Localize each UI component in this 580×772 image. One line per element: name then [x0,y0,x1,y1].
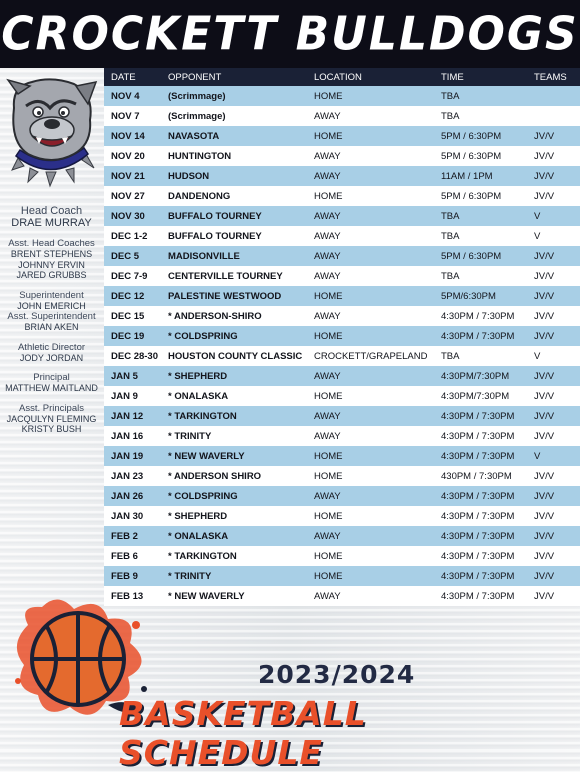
cell-teams: JV/V [534,510,555,522]
table-row [104,446,580,466]
staff-names: MATTHEW MAITLAND [5,383,98,393]
cell-time: TBA [441,210,460,222]
cell-teams: JV/V [534,470,555,482]
cell-opponent: * TRINITY [168,570,212,582]
cell-opponent: * SHEPHERD [168,510,228,522]
cell-location: HOME [314,470,343,482]
cell-time: TBA [441,270,460,282]
cell-location: CROCKETT/GRAPELAND [314,350,428,362]
bulldog-mascot-icon [4,72,100,187]
cell-teams: JV/V [534,170,555,182]
cell-teams: V [534,350,541,362]
cell-date: NOV 27 [111,190,145,202]
cell-date: JAN 9 [111,390,138,402]
cell-time: 4:30PM/7:30PM [441,370,510,382]
cell-date: JAN 16 [111,430,144,442]
cell-date: DEC 15 [111,310,145,322]
cell-location: AWAY [314,530,341,542]
cell-time: 5PM / 6:30PM [441,150,502,162]
cell-location: HOME [314,330,343,342]
cell-location: AWAY [314,410,341,422]
schedule-table [104,68,580,606]
table-row [104,326,580,346]
table-row [104,86,580,106]
cell-date: JAN 19 [111,450,144,462]
cell-teams: JV/V [534,190,555,202]
cell-location: HOME [314,510,343,522]
table-row [104,506,580,526]
cell-location: AWAY [314,150,341,162]
cell-opponent: HUDSON [168,170,210,182]
cell-location: HOME [314,190,343,202]
cell-location: HOME [314,450,343,462]
cell-opponent: * TRINITY [168,430,212,442]
cell-opponent: * ONALASKA [168,390,229,402]
cell-teams: JV/V [534,330,555,342]
cell-date: DEC 12 [111,290,145,302]
cell-opponent: * TARKINGTON [168,410,237,422]
cell-opponent: PALESTINE WESTWOOD [168,290,282,302]
cell-time: TBA [441,90,460,102]
cell-date: NOV 7 [111,110,140,122]
table-row [104,206,580,226]
cell-date: FEB 6 [111,550,138,562]
staff-names: JODY JORDAN [19,352,84,363]
cell-teams: V [534,210,541,222]
staff-head-coach [0,205,103,229]
cell-date: JAN 23 [111,470,144,482]
cell-time: 4:30PM / 7:30PM [441,330,515,342]
cell-date: DEC 28-30 [111,350,158,362]
cell-time: TBA [441,110,460,122]
cell-teams: JV/V [534,550,555,562]
cell-location: HOME [314,550,343,562]
cell-date: NOV 20 [111,150,145,162]
staff-role: Asst. Superintendent [7,311,96,322]
cell-teams: JV/V [534,570,555,582]
cell-teams: JV/V [534,490,555,502]
cell-time: TBA [441,230,460,242]
season-label: 2023/2024 [258,660,416,689]
staff-names: JACQULYN FLEMING KRISTY BUSH [6,413,97,434]
cell-location: AWAY [314,590,341,602]
cell-location: HOME [314,290,343,302]
staff-role: Superintendent [19,289,84,301]
schedule-title: BASKETBALL SCHEDULE [119,694,367,772]
cell-opponent: * ONALASKA [168,530,229,542]
cell-opponent: HOUSTON COUNTY CLASSIC [168,350,303,362]
cell-date: FEB 13 [111,590,144,602]
cell-opponent: CENTERVILLE TOURNEY [168,270,283,282]
cell-date: JAN 5 [111,370,138,382]
cell-time: 430PM / 7:30PM [441,470,512,482]
staff-role: Asst. Head Coaches [8,238,95,249]
staff-role: Head Coach [20,205,83,217]
column-header-teams: TEAMS [534,71,567,83]
cell-teams: JV/V [534,130,555,142]
cell-date: DEC 7-9 [111,270,148,282]
table-row [104,386,580,406]
table-row [104,246,580,266]
cell-location: HOME [314,90,343,102]
cell-opponent: * TARKINGTON [168,550,237,562]
column-header-time: TIME [441,71,464,83]
cell-time: 4:30PM / 7:30PM [441,570,515,582]
cell-time: 4:30PM / 7:30PM [441,510,515,522]
cell-opponent: * SHEPHERD [168,370,228,382]
cell-time: TBA [441,350,460,362]
cell-opponent: * NEW WAVERLY [168,590,245,602]
cell-location: AWAY [314,210,341,222]
cell-teams: JV/V [534,590,555,602]
table-row [104,366,580,386]
cell-opponent: BUFFALO TOURNEY [168,230,262,242]
cell-teams: JV/V [534,370,555,382]
cell-time: 4:30PM / 7:30PM [441,490,515,502]
cell-date: DEC 19 [111,330,145,342]
cell-time: 4:30PM / 7:30PM [441,590,515,602]
cell-opponent: * ANDERSON SHIRO [168,470,262,482]
cell-time: 5PM / 6:30PM [441,190,502,202]
cell-date: NOV 30 [111,210,145,222]
cell-opponent: BUFFALO TOURNEY [168,210,262,222]
cell-date: FEB 9 [111,570,138,582]
cell-location: AWAY [314,430,341,442]
cell-location: HOME [314,570,343,582]
cell-teams: JV/V [534,410,555,422]
table-row [104,466,580,486]
column-header-date: DATE [111,71,136,83]
cell-opponent: * NEW WAVERLY [168,450,245,462]
table-row [104,166,580,186]
cell-location: AWAY [314,250,341,262]
table-row [104,346,580,366]
staff-role: Principal [33,372,70,383]
table-row [104,546,580,566]
staff-role: Asst. Principals [19,402,84,414]
table-row [104,426,580,446]
staff-names: BRENT STEPHENS JOHNNY ERVIN JARED GRUBBS [10,249,93,280]
cell-teams: JV/V [534,530,555,542]
cell-location: AWAY [314,230,341,242]
table-row [104,106,580,126]
cell-teams: JV/V [534,150,555,162]
cell-date: JAN 30 [111,510,144,522]
cell-opponent: * COLDSPRING [168,490,238,502]
cell-time: 4:30PM / 7:30PM [441,450,515,462]
cell-teams: V [534,230,541,242]
cell-time: 4:30PM / 7:30PM [441,410,515,422]
table-row [104,566,580,586]
cell-location: HOME [314,390,343,402]
staff-asst-principals [0,403,103,435]
cell-opponent: HUNTINGTON [168,150,232,162]
staff-role: Athletic Director [17,341,86,353]
cell-opponent: DANDENONG [168,190,231,202]
table-row [104,226,580,246]
cell-teams: JV/V [534,290,555,302]
table-row [104,526,580,546]
team-title: CROCKETT BULLDOGS [1,7,579,61]
header-banner [0,0,580,68]
cell-time: 4:30PM/7:30PM [441,390,510,402]
cell-date: FEB 2 [111,530,138,542]
cell-location: AWAY [314,170,341,182]
cell-date: JAN 26 [111,490,144,502]
staff-names: BRIAN AKEN [24,322,79,332]
cell-date: NOV 14 [111,130,145,142]
cell-date: DEC 5 [111,250,139,262]
staff-superintendents [0,290,103,333]
column-header-opponent: OPPONENT [168,71,222,83]
cell-date: JAN 12 [111,410,144,422]
cell-time: 4:30PM / 7:30PM [441,430,515,442]
cell-location: AWAY [314,270,341,282]
cell-opponent: MADISONVILLE [168,250,240,262]
cell-time: 5PM / 6:30PM [441,130,502,142]
cell-time: 11AM / 1PM [441,170,493,182]
table-row [104,306,580,326]
cell-teams: JV/V [534,310,555,322]
column-header-location: LOCATION [314,71,362,83]
cell-date: NOV 4 [111,90,140,102]
cell-teams: JV/V [534,430,555,442]
cell-teams: V [534,450,541,462]
cell-opponent: (Scrimmage) [168,110,226,122]
cell-opponent: NAVASOTA [168,130,220,142]
cell-teams: JV/V [534,390,555,402]
staff-principal [0,372,103,394]
cell-opponent: * COLDSPRING [168,330,238,342]
table-row [104,406,580,426]
staff-list [0,205,103,444]
cell-opponent: * ANDERSON-SHIRO [168,310,262,322]
cell-teams: JV/V [534,250,555,262]
cell-date: NOV 21 [111,170,145,182]
staff-names: JOHN EMERICH [17,300,86,311]
cell-location: HOME [314,130,343,142]
table-row [104,286,580,306]
cell-location: AWAY [314,310,341,322]
staff-athletic-director [0,342,103,364]
table-row [104,126,580,146]
table-row [104,266,580,286]
table-row [104,586,580,606]
table-row [104,146,580,166]
staff-asst-coaches [0,238,103,281]
table-row [104,186,580,206]
staff-names: DRAE MURRAY [11,217,92,229]
table-body [104,86,580,606]
cell-time: 5PM/6:30PM [441,290,496,302]
cell-location: AWAY [314,490,341,502]
cell-date: DEC 1-2 [111,230,148,242]
cell-time: 4:30PM / 7:30PM [441,310,515,322]
cell-teams: JV/V [534,270,555,282]
cell-location: AWAY [314,370,341,382]
cell-time: 4:30PM / 7:30PM [441,550,515,562]
cell-time: 5PM / 6:30PM [441,250,502,262]
table-header [104,68,580,86]
cell-opponent: (Scrimmage) [168,90,226,102]
table-row [104,486,580,506]
cell-location: AWAY [314,110,341,122]
cell-time: 4:30PM / 7:30PM [441,530,515,542]
